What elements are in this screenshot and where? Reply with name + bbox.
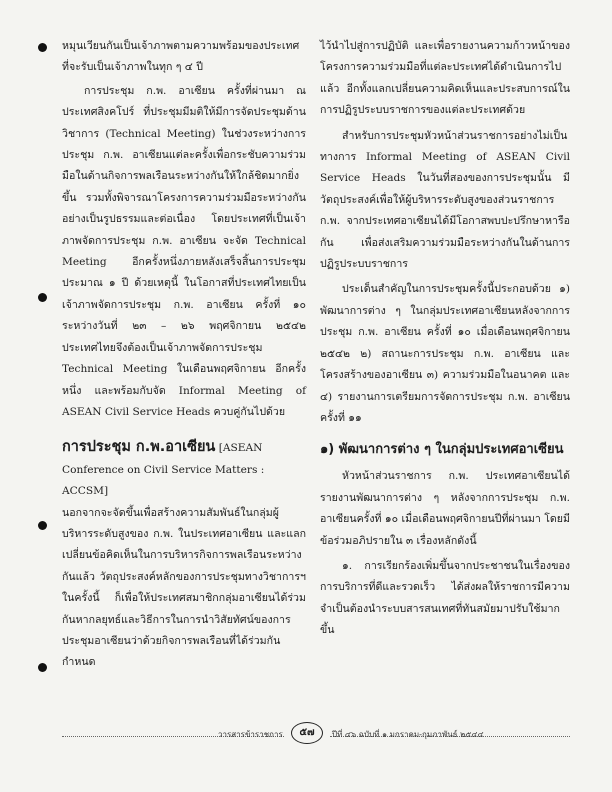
paragraph: ๑. การเรียกร้องเพิ่มขึ้นจากประชาชนในเรื่องของการบริการที่ดีและรวดเร็ว ได้ส่งผลให้ราชการมีความจำเป็นต้องนำระบบสารสนเทศที่ทันสมัยมาปรับใช้มากขึ้น [320,559,570,637]
paragraph: หัวหน้าส่วนราชการ ก.พ. ประเทศอาเซียนได้รายงานพัฒนาการต่าง ๆ หลังจากการประชุม ก.พ. อาเซียนครั้งที่ ๑๐ เมื่อเดือนพฤศจิกายนปีที่ผ่านมา โดยมีข้อร่วมอภิปรายใน ๓ เรื่องหลักดังนี้ [320,470,570,547]
journal-name: วารสารข้าราชการ [218,730,283,739]
right-column [320,36,570,642]
page-number: ๕๗ [291,722,323,744]
paragraph: หมุนเวียนกันเป็นเจ้าภาพตามความพร้อมของประเทศที่จะรับเป็นเจ้าภาพในทุก ๆ ๔ ปี [62,40,300,74]
paragraph: สำหรับการประชุมหัวหน้าส่วนราชการอย่างไม่เป็นทางการ Informal Meeting of ASEAN Civil Service Heads ในวันที่สองของการประชุมนั้น มีวัตถุประสงค์เพื่อให้ผู้บริหารระดับสูงของส่วนราชการ ก.พ. จากประเทศอาเซียนได้มีโอกาสพบปะปรึกษาหารือกัน เพื่อส่งเสริมความร่วมมือระหว่างกันในด้านการปฏิรูประบบราชการ [320,129,570,271]
section-heading [62,437,306,502]
binder-hole-middle [38,293,47,302]
paragraph: นอกจากจะจัดขึ้นเพื่อสร้างความสัมพันธ์ในกลุ่มผู้บริหารระดับสูงของ ก.พ. ในประเทศอาเซียน และแลกเปลี่ยนข้อคิดเห็นในการบริหารกิจการพลเรือนระหว่างกันแล้ว วัตถุประสงค์หลักของการประชุมทางวิชาการฯ ในครั้งนี้ ก็เพื่อให้ประเทศสมาชิกกลุ่มอาเซียนได้ร่วมกันหากลยุทธ์และวิธีการในการนำวิสัยทัศน์ของการประชุมอาเซียนว่าด้วยกิจการพลเรือนที่ได้ร่วมกันกำหนด [62,506,306,669]
sub-heading: ๑) พัฒนาการต่าง ๆ ในกลุ่มประเทศอาเซียน [320,442,564,458]
issue-info: ปีที่ ๔๖ ฉบับที่ ๑ มกราคม-กุมภาพันธ์ ๒๕๔๔ [332,730,484,739]
section-heading-subtitle: [ASEAN Conference on Civil Service Matters : ACCSM] [62,442,265,498]
section-heading-title: การประชุม ก.พ.อาเซียน [62,439,216,456]
left-column [62,36,306,674]
binder-hole-top [38,43,47,52]
binder-hole-bottom [38,663,47,672]
paragraph: การประชุม ก.พ. อาเซียน ครั้งที่ผ่านมา ณ ประเทศสิงคโปร์ ที่ประชุมมีมติให้มีการจัดประชุมด้านวิชาการ (Technical Meeting) ในช่วงระหว่างการประชุม ก.พ. อาเซียนแต่ละครั้งเพื่อกระชับความร่วมมือในด้านกิจการพลเรือนระหว่างกันให้ใกล้ชิดมากยิ่งขึ้น รวมทั้งพิจารณาโครงการความร่วมมือระหว่างกันอย่างเป็นรูปธรรมและต่อเนื่อง โดยประเทศที่เป็นเจ้าภาพจัดการประชุม ก.พ. อาเซียน จะจัด Technical Meeting อีกครั้งหนึ่งภายหลังเสร็จสิ้นการประชุมประมาณ ๑ ปี ด้วยเหตุนี้ ในโอกาสที่ประเทศไทยเป็นเจ้าภาพจัดการประชุม ก.พ. อาเซียน ครั้งที่ ๑๐ ระหว่างวันที่ ๒๓ – ๒๖ พฤศจิกายน ๒๕๔๒ ประเทศไทยจึงต้องเป็นเจ้าภาพจัดการประชุม Technical Meeting ในเดือนพฤศจิกายน อีกครั้งหนึ่ง และพร้อมกับจัด Informal Meeting of ASEAN Civil Service Heads ควบคู่กันไปด้วย [62,84,306,418]
paragraph: ไว้นำไปสู่การปฏิบัติ และเพื่อรายงานความก้าวหน้าของโครงการความร่วมมือที่แต่ละประเทศได้ดำเนินการไปแล้ว อีกทั้งแลกเปลี่ยนความคิดเห็นและประสบการณ์ในการปฏิรูประบบราชการของแต่ละประเทศด้วย [320,40,570,117]
paragraph: ประเด็นสำคัญในการประชุมครั้งนี้ประกอบด้วย ๑) พัฒนาการต่าง ๆ ในกลุ่มประเทศอาเซียนหลังจากการประชุม ก.พ. อาเซียน ครั้งที่ ๑๐ เมื่อเดือนพฤศจิกายน ๒๕๔๒ ๒) สถานะการประชุม ก.พ. อาเซียน และโครงสร้างของอาเซียน ๓) ความร่วมมือในอนาคต และ ๔) รายงานการเตรียมการจัดการประชุม ก.พ. อาเซียน ครั้งที่ ๑๑ [320,283,570,424]
binder-hole-lower [38,521,47,530]
